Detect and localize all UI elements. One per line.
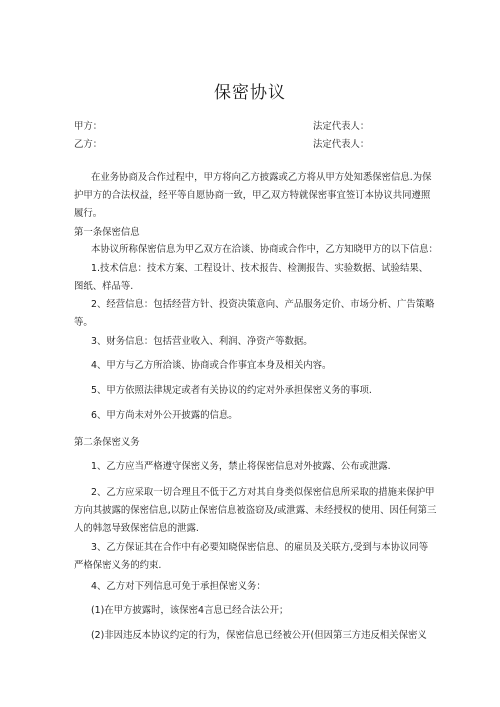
body-line: 在业务协商及合作过程中，甲方将向乙方披露或乙方将从甲方处知悉保密信息.为保 [91,172,432,183]
body-line: 本协议所称保密信息为甲乙双方在洽谈、协商或合作中，乙方知晓甲方的以下信息： [91,244,438,255]
body-line: 3、乙方保证其在合作中有必要知晓保密信息、的雇员及关联方,受到与本协议同等 [91,542,429,553]
body-line: 5、甲方依照法律规定或者有关协议的约定对外承担保密义务的事项. [91,385,372,396]
party-b-representative-label: 法定代表人： [313,139,370,150]
body-line: 1、乙方应当严格遵守保密义务，禁止将保密信息对外披露、公布或泄露. [91,461,391,472]
body-line: 2、乙方应采取一切合理且不低于乙方对其自身类似保密信息所采取的措施来保护甲 [91,487,435,498]
body-line: 护甲方的合法权益，经平等自愿协商一致，甲乙双方特就保密事宜签订本协议共同遵照 [74,190,431,201]
body-line: 2、经营信息：包括经营方针、投资决策意向、产品服务定价、市场分析、广告策略 [91,299,435,310]
body-line: 6、甲方尚未对外公开披露的信息。 [91,410,238,421]
body-line: 等。 [74,317,93,328]
body-line: (1)在甲方披露时，该保密4言息已经合法公开； [91,605,289,616]
section-heading: 第二条保密义务 [74,437,140,448]
body-line: (2)非因违反本协议约定的行为，保密信息已经被公开(但因第三方违反相关保密义 [91,630,427,641]
party-a-label: 甲方： [74,121,103,132]
body-line: 方向其披露的保密信息,以防止保密信息被盗窃及/或泄露、未经授权的使用、因任何第三 [74,505,437,516]
party-b-label: 乙方： [74,139,103,150]
body-line: 履行。 [74,208,103,219]
body-line: 4、甲方与乙方所洽谈、协商或合作事宜本身及相关内容。 [91,360,332,371]
body-line: 1.技术信息：技术方案、工程设计、技术报告、检测报告、实验数据、试验结果、 [91,263,429,274]
body-line: 人的韩忽导致保密信息的泄露. [74,523,199,534]
party-a-representative-label: 法定代表人： [313,121,370,132]
section-heading: 第一条保密信息 [74,227,140,238]
body-line: 3、财务信息：包括营业收入、利润、净资产等数据。 [91,336,313,347]
body-line: 4、乙方对下列信息可免于承担保密义务： [91,581,266,592]
body-line: 图纸、样品等. [74,281,134,292]
document-title: 保密协议 [214,83,286,103]
body-line: 严格保密义务的约束. [74,560,162,571]
